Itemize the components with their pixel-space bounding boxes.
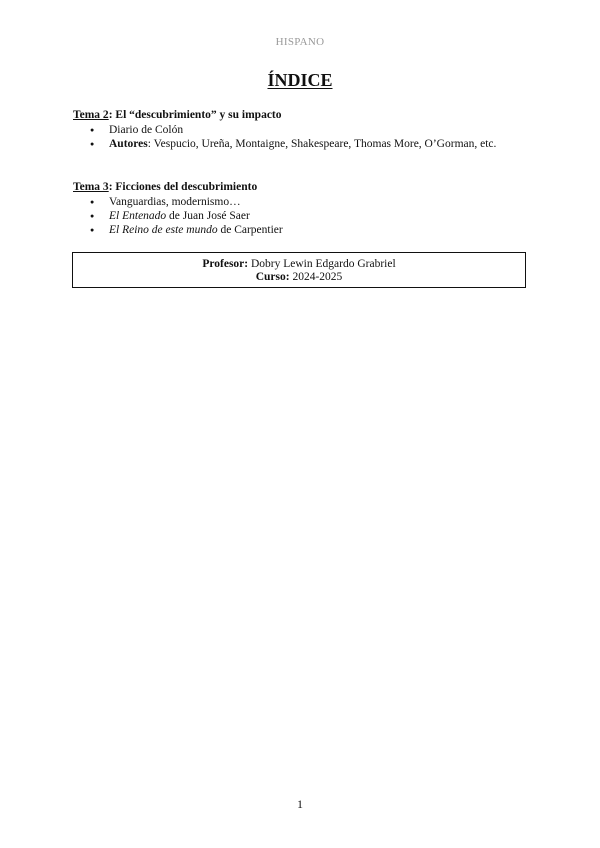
profesor-line [73,258,525,271]
tema-label: Tema 2 [73,109,109,121]
list-item [109,123,528,137]
running-header: HISPANO [275,36,325,48]
section-tema-3 [73,180,528,237]
list-item-text: de Juan José Saer [166,210,250,222]
list-item-bold-label: Autores [109,138,148,150]
page-title: ÍNDICE [267,70,333,90]
tema-label: Tema 3 [73,181,109,193]
course-info-box [72,252,526,288]
list-item [109,137,528,151]
curso-label: Curso: [255,271,290,283]
list-item-text: Diario de Colón [109,124,184,136]
section-heading [73,180,528,194]
section-heading-text: : El “descubrimiento” y su impacto [108,109,282,121]
section-tema-2 [73,108,528,151]
curso-value: 2024-2025 [289,271,343,283]
bullet-list [73,195,528,237]
page-number: 1 [297,797,303,811]
section-heading [73,108,528,122]
list-item-text: de Carpentier [217,224,283,236]
list-item [109,195,528,209]
profesor-label: Profesor: [202,258,249,270]
curso-line [73,271,525,284]
list-item-text: : Vespucio, Ureña, Montaigne, Shakespeare, Thomas More, O’Gorman, etc. [147,138,497,150]
list-item-text: Vanguardias, modernismo… [109,196,241,208]
profesor-value: Dobry Lewin Edgardo Grabriel [248,258,396,270]
bullet-list [73,123,528,151]
section-heading-text: : Ficciones del descubrimiento [108,181,258,193]
list-item-book-title: El Entenado [109,210,167,222]
list-item [109,223,528,237]
list-item [109,209,528,223]
list-item-book-title: El Reino de este mundo [109,224,218,236]
